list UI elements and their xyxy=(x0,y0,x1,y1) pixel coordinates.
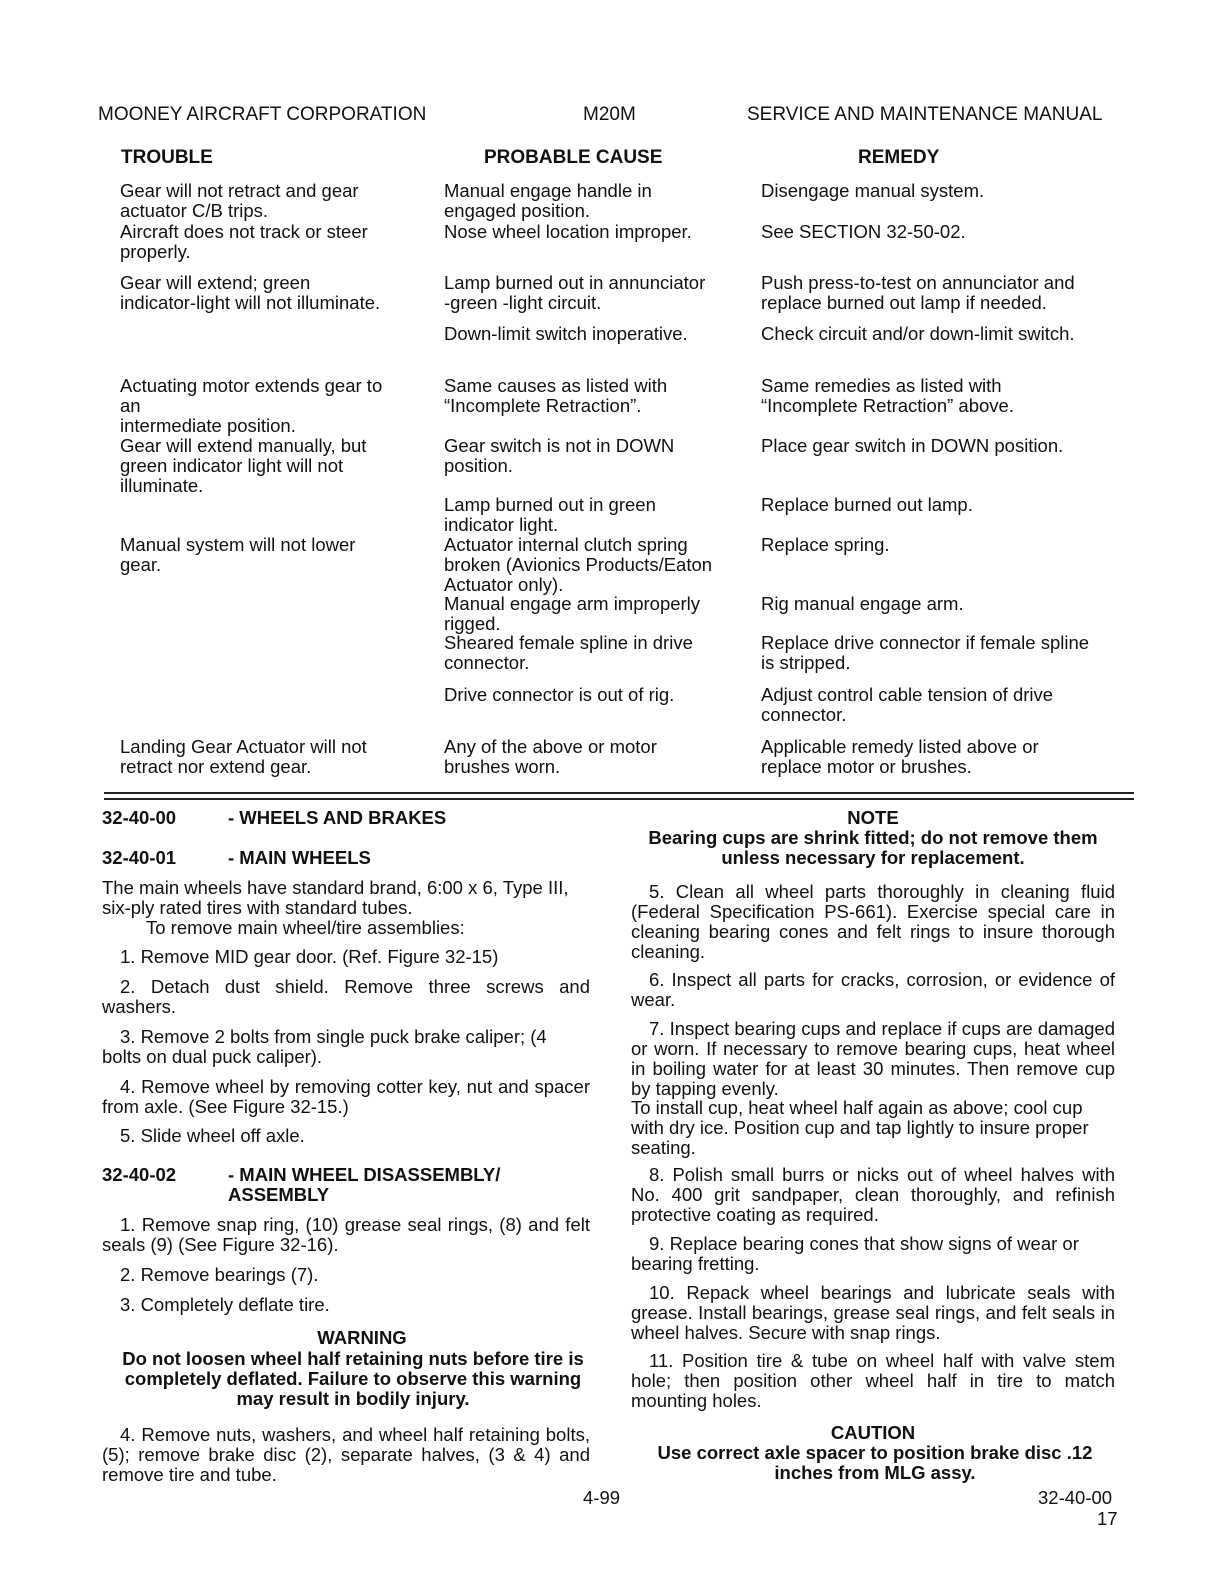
remedy-cell: Replace spring. xyxy=(761,534,890,555)
trouble-cell: Gear will extend; green indicator-light will not illuminate. xyxy=(120,272,381,313)
note-title: NOTE xyxy=(847,807,899,828)
remedy-cell: Same remedies as listed with “Incomplete Retraction” above. xyxy=(761,375,1014,416)
remedy-cell: Replace drive connector if female spline is stripped. xyxy=(761,632,1090,673)
intro-paragraph: The main wheels have standard brand, 6:00 x 6, Type III, six-ply rated tires with standard tubes. xyxy=(102,877,569,918)
section-number: 32-40-01 xyxy=(102,847,177,868)
procedure-step: 3. Remove 2 bolts from single puck brake caliper; (4 bolts on dual puck caliper). xyxy=(102,1026,547,1067)
remedy-cell: Applicable remedy listed above or replace motor or brushes. xyxy=(761,736,1039,777)
trouble-cell: Landing Gear Actuator will not retract nor extend gear. xyxy=(120,736,367,777)
section-number: 32-40-00 xyxy=(102,807,177,828)
cause-cell: Lamp burned out in annunciator -green -light circuit. xyxy=(444,272,706,313)
remedy-cell: Place gear switch in DOWN position. xyxy=(761,435,1064,456)
warning-title: WARNING xyxy=(317,1327,407,1348)
cause-cell: Sheared female spline in drive connector. xyxy=(444,632,693,673)
header-model: M20M xyxy=(583,104,636,125)
cause-cell: Any of the above or motor brushes worn. xyxy=(444,736,657,777)
remedy-cell: Adjust control cable tension of drive connector. xyxy=(761,684,1054,725)
procedure-step: 9. Replace bearing cones that show signs of wear or bearing fretting. xyxy=(631,1233,1079,1274)
cause-cell: Down-limit switch inoperative. xyxy=(444,323,688,344)
trouble-cell: Aircraft does not track or steer properly. xyxy=(120,221,368,262)
section-number: 32-40-02 xyxy=(102,1164,177,1185)
procedure-step: 8. Polish small burrs or nicks out of wheel halves with No. 400 grit sandpaper, clean thoroughly, and refinish protective coating as required. xyxy=(631,1164,1115,1225)
footer-date: 4-99 xyxy=(583,1487,621,1508)
cause-cell: Manual engage arm improperly rigged. xyxy=(444,593,701,634)
procedure-step: 11. Position tire & tube on wheel half with valve stem hole; then position other wheel half in tire to match mounting holes. xyxy=(631,1350,1115,1411)
procedure-step: 10. Repack wheel bearings and lubricate seals with grease. Install bearings, grease seal rings, and felt seals in wheel halves. Secure with snap rings. xyxy=(631,1282,1115,1343)
cause-cell: Gear switch is not in DOWN position. xyxy=(444,435,675,476)
cause-cell: Lamp burned out in green indicator light. xyxy=(444,494,656,535)
procedure-step: 6. Inspect all parts for cracks, corrosion, or evidence of wear. xyxy=(631,969,1115,1010)
column-trouble: TROUBLE xyxy=(121,147,213,168)
procedure-step: To install cup, heat wheel half again as above; cool cup with dry ice. Position cup and tap lightly to insure proper seating. xyxy=(631,1097,1089,1158)
section-divider xyxy=(104,792,1134,800)
warning-text: Do not loosen wheel half retaining nuts before tire is completely deflated. Failure to observe this warning may result in bodily injury. xyxy=(122,1348,584,1409)
cause-cell: Manual engage handle in engaged position. xyxy=(444,180,652,221)
procedure-step: 5. Clean all wheel parts thoroughly in cleaning fluid (Federal Specification PS-661). Exercise special care in cleaning bearing cones and felt rings to insure thorough cleaning. xyxy=(631,881,1115,962)
procedure-step: 7. Inspect bearing cups and replace if cups are damaged or worn. If necessary to remove bearing cups, heat wheel in boiling water for at least 30 minutes. Then remove cup by tapping evenly. xyxy=(631,1018,1115,1099)
procedure-step: 2. Remove bearings (7). xyxy=(120,1264,319,1285)
caution-title: CAUTION xyxy=(830,1422,916,1443)
trouble-cell: Gear will not retract and gear actuator C/B trips. xyxy=(120,180,359,221)
intro-paragraph: To remove main wheel/tire assemblies: xyxy=(146,917,465,938)
remedy-cell: See SECTION 32-50-02. xyxy=(761,221,966,242)
procedure-step: 1. Remove snap ring, (10) grease seal rings, (8) and felt seals (9) (See Figure 32-16). xyxy=(102,1214,590,1255)
cause-cell: Actuator internal clutch spring broken (Avionics Products/Eaton Actuator only). xyxy=(444,534,713,595)
caution-text: Use correct axle spacer to position brake disc .12 inches from MLG assy. xyxy=(657,1442,1093,1483)
trouble-cell: Manual system will not lower gear. xyxy=(120,534,356,575)
section-title: - MAIN WHEELS xyxy=(228,847,371,868)
cause-cell: Drive connector is out of rig. xyxy=(444,684,675,705)
remedy-cell: Disengage manual system. xyxy=(761,180,985,201)
procedure-step: 4. Remove wheel by removing cotter key, nut and spacer from axle. (See Figure 32-15.) xyxy=(102,1076,590,1117)
header-manual-title: SERVICE AND MAINTENANCE MANUAL xyxy=(747,104,1103,125)
column-remedy: REMEDY xyxy=(858,147,940,168)
footer-section: 32-40-00 xyxy=(1038,1487,1113,1508)
remedy-cell: Replace burned out lamp. xyxy=(761,494,973,515)
procedure-step: 2. Detach dust shield. Remove three screws and washers. xyxy=(102,976,590,1017)
footer-page-number: 17 xyxy=(1097,1508,1118,1529)
procedure-step: 3. Completely deflate tire. xyxy=(120,1294,330,1315)
remedy-cell: Push press-to-test on annunciator and replace burned out lamp if needed. xyxy=(761,272,1075,313)
note-text: Bearing cups are shrink fitted; do not remove them unless necessary for replacement. xyxy=(648,827,1098,868)
trouble-cell: Gear will extend manually, but green indicator light will not illuminate. xyxy=(120,435,367,496)
section-title: - WHEELS AND BRAKES xyxy=(228,807,447,828)
column-probable-cause: PROBABLE CAUSE xyxy=(484,147,663,168)
section-title: - MAIN WHEEL DISASSEMBLY/ ASSEMBLY xyxy=(228,1164,501,1205)
header-company: MOONEY AIRCRAFT CORPORATION xyxy=(98,104,427,125)
remedy-cell: Rig manual engage arm. xyxy=(761,593,964,614)
remedy-cell: Check circuit and/or down-limit switch. xyxy=(761,323,1075,344)
procedure-step: 4. Remove nuts, washers, and wheel half retaining bolts, (5); remove brake disc (2), separate halves, (3 & 4) and remove tire and tube. xyxy=(102,1424,590,1485)
trouble-cell: Actuating motor extends gear to an intermediate position. xyxy=(120,375,383,436)
procedure-step: 5. Slide wheel off axle. xyxy=(120,1125,305,1146)
cause-cell: Nose wheel location improper. xyxy=(444,221,692,242)
procedure-step: 1. Remove MID gear door. (Ref. Figure 32-15) xyxy=(120,946,499,967)
cause-cell: Same causes as listed with “Incomplete Retraction”. xyxy=(444,375,668,416)
